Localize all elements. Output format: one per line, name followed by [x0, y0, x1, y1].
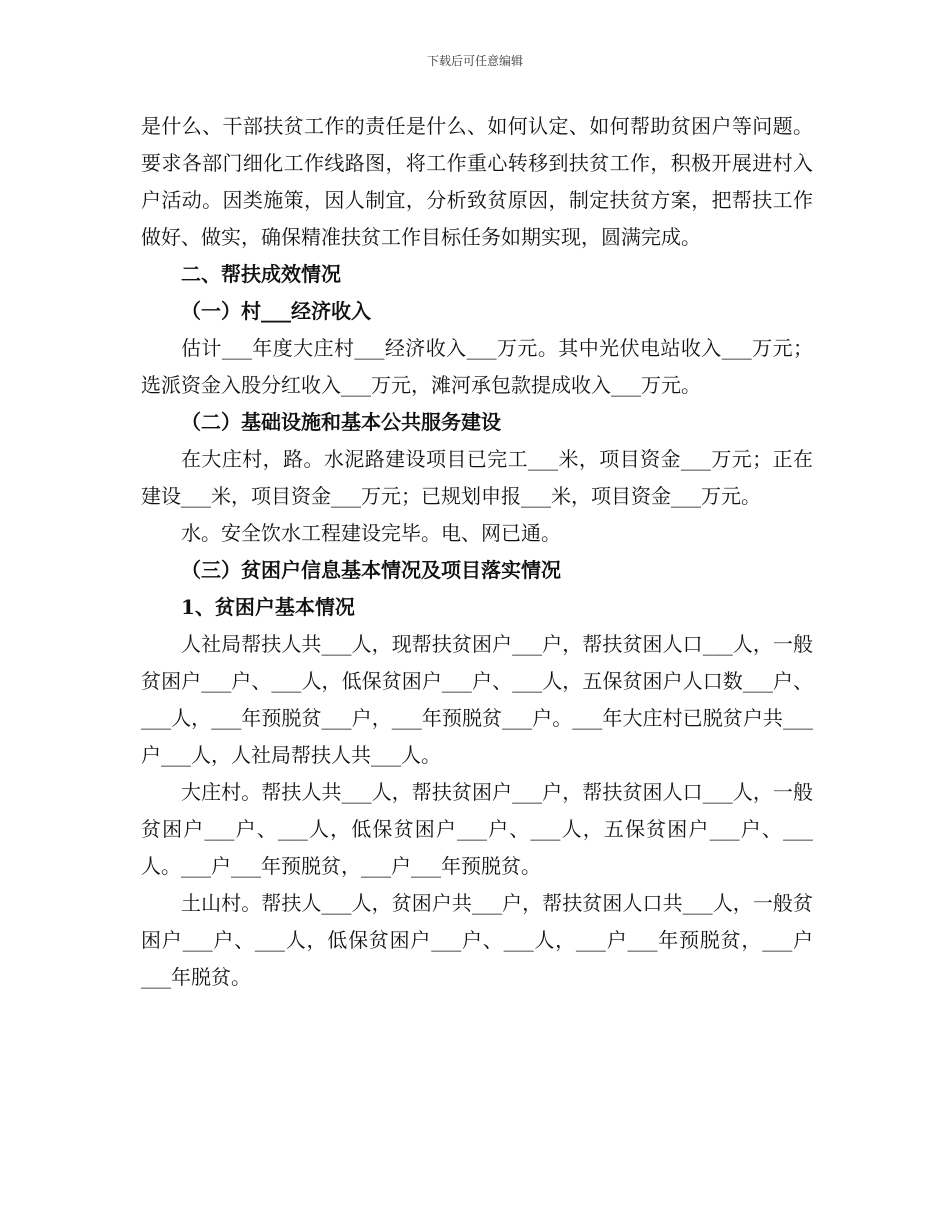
item-heading-basic-situation: 1、贫困户基本情况	[181, 595, 355, 619]
section-heading-2: 二、帮扶成效情况	[181, 262, 341, 286]
subsection-heading-income: （一）村___经济收入	[181, 299, 371, 323]
paragraph-intro: 是什么、干部扶贫工作的责任是什么、如何认定、如何帮助贫困户等问题。要求各部门细化工作线路图，将工作重心转移到扶贫工作，积极开展进村入户活动。因类施策，因人制宜，分析致贫原因，制定扶贫方案，把帮扶工作做好、做实，确保精准扶贫工作目标任务如期实现，圆满完成。	[141, 114, 813, 249]
subsection-heading-households: （三）贫困户信息基本情况及项目落实情况	[181, 558, 561, 582]
paragraph-tushan-village: 土山村。帮扶人___人，贫困户共___户，帮扶贫困人口共___人，一般贫困户___户、___人，低保贫困户___户、___人，___户___年预脱贫，___户___年脱贫。	[141, 891, 813, 989]
paragraph-road: 在大庄村，路。水泥路建设项目已完工___米，项目资金___万元；正在建设___米，项目资金___万元；已规划申报___米，项目资金___万元。	[141, 447, 813, 508]
document-body	[141, 108, 813, 996]
paragraph-bureau-summary: 人社局帮扶人共___人，现帮扶贫困户___户，帮扶贫困人口___人，一般贫困户___户、___人，低保贫困户___户、___人，五保贫困户人口数___户、___人，___年预脱贫___户，___年预脱贫___户。___年大庄村已脱贫户共___户___人，人社局帮扶人共___人。	[141, 632, 813, 767]
paragraph-water: 水。安全饮水工程建设完毕。电、网已通。	[181, 521, 561, 545]
paragraph-income: 估计___年度大庄村___经济收入___万元。其中光伏电站收入___万元；选派资金入股分红收入___万元，滩河承包款提成收入___万元。	[141, 336, 813, 397]
page-header: 下载后可任意编辑	[426, 54, 523, 68]
subsection-heading-infrastructure: （二）基础设施和基本公共服务建设	[181, 410, 501, 434]
paragraph-dazhuang-village: 大庄村。帮扶人共___人，帮扶贫困户___户，帮扶贫困人口___人，一般贫困户___户、___人，低保贫困户___户、___人，五保贫困户___户、___人。___户___年预脱贫，___户___年预脱贫。	[141, 780, 813, 878]
